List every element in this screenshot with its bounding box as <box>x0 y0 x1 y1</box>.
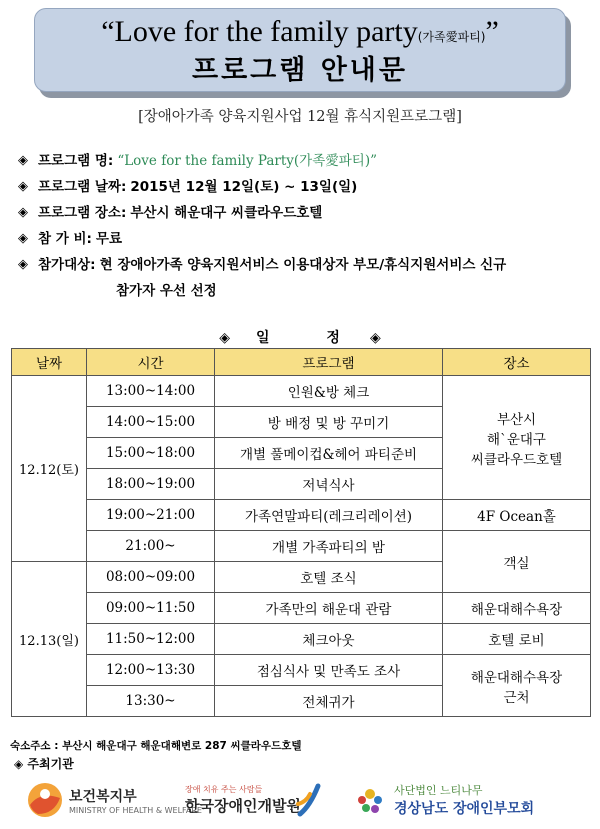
program-cell: 저녁식사 <box>215 469 443 500</box>
info-place-label: 프로그램 장소: <box>38 205 127 221</box>
time-cell: 13:00~14:00 <box>87 376 215 407</box>
info-place-row <box>18 200 593 226</box>
column-header-date: 날짜 <box>12 349 87 376</box>
diamond-bullet-icon: ◈ <box>18 179 28 194</box>
info-name-value: “Love for the family Party(가족愛파티)” <box>117 153 378 169</box>
place-hotel-line3: 씨클라우드호텔 <box>470 451 563 468</box>
diamond-bullet-icon: ◈ <box>18 153 28 168</box>
schedule-table <box>11 348 591 717</box>
ministry-english: MINISTRY OF HEALTH & WELFARE <box>69 805 202 815</box>
time-cell: 11:50~12:00 <box>87 624 215 655</box>
info-section <box>18 148 593 304</box>
institute-swoosh-icon <box>296 780 324 818</box>
association-name: 경상남도 장애인부모회 <box>394 801 535 817</box>
program-cell: 방 배정 및 방 꾸미기 <box>215 407 443 438</box>
title-box <box>34 8 566 92</box>
info-target-row <box>18 252 593 278</box>
time-cell: 19:00~21:00 <box>87 500 215 531</box>
program-cell: 호텔 조식 <box>215 562 443 593</box>
diamond-bullet-icon: ◈ <box>18 231 28 246</box>
hotel-address: 숙소주소 : 부산시 해운대구 해운대해변로 287 씨클라우드호텔 <box>10 740 302 752</box>
time-cell: 08:00~09:00 <box>87 562 215 593</box>
schedule-heading <box>0 327 600 347</box>
place-beach-near-line1: 해운대해수욕장 <box>470 669 563 686</box>
place-cell-ocean: 4F Ocean홀 <box>443 500 591 531</box>
ministry-emblem-icon <box>26 781 64 819</box>
info-name-row <box>18 148 593 174</box>
place-cell-beach-near <box>443 655 591 717</box>
info-fee-value: 무료 <box>95 231 123 247</box>
column-header-place: 장소 <box>443 349 591 376</box>
program-cell: 개별 풀메이컵&헤어 파티준비 <box>215 438 443 469</box>
program-cell: 전체귀가 <box>215 686 443 717</box>
logo-parents-association <box>352 778 534 822</box>
diamond-icon: ◈ <box>219 330 231 346</box>
place-beach-near-line2: 근처 <box>503 689 530 706</box>
association-prefix: 사단법인 느티나무 <box>394 784 483 797</box>
info-date-row <box>18 174 593 200</box>
logo-disability-institute <box>185 778 301 822</box>
place-cell-beach: 해운대해수욕장 <box>443 593 591 624</box>
program-cell: 체크아웃 <box>215 624 443 655</box>
column-header-time: 시간 <box>87 349 215 376</box>
title-close-quote: ” <box>485 15 499 48</box>
table-row <box>12 500 591 531</box>
institute-name: 한국장애인개발원 <box>185 797 301 815</box>
program-cell: 인원&방 체크 <box>215 376 443 407</box>
table-row <box>12 593 591 624</box>
title-korean: 프로그램 안내문 <box>192 55 408 86</box>
info-fee-row <box>18 226 593 252</box>
date-cell-day1: 12.12(토) <box>12 376 87 562</box>
ministry-name: 보건복지부 <box>69 788 137 805</box>
diamond-icon: ◈ <box>369 330 381 346</box>
diamond-bullet-icon: ◈ <box>18 257 28 272</box>
table-row <box>12 624 591 655</box>
program-cell: 개별 가족파티의 밤 <box>215 531 443 562</box>
title-english-main: “Love for the family party <box>101 15 418 48</box>
organizer-logos <box>0 778 600 826</box>
table-header-row <box>12 349 591 376</box>
logo-ministry <box>26 778 202 822</box>
time-cell: 12:00~13:30 <box>87 655 215 686</box>
info-date-label: 프로그램 날짜: <box>38 179 127 195</box>
place-cell-hotel <box>443 376 591 500</box>
date-cell-day2: 12.13(일) <box>12 562 87 717</box>
table-row <box>12 531 591 562</box>
info-target-label: 참가대상: <box>38 257 96 273</box>
info-target-continued: 참가자 우선 선정 <box>116 283 217 299</box>
time-cell: 18:00~19:00 <box>87 469 215 500</box>
info-date-value: 2015년 12월 12일(토) ~ 13일(일) <box>130 179 358 195</box>
column-header-program: 프로그램 <box>215 349 443 376</box>
time-cell: 09:00~11:50 <box>87 593 215 624</box>
time-cell: 14:00~15:00 <box>87 407 215 438</box>
place-hotel-line2: 해`운대구 <box>487 431 546 448</box>
time-cell: 13:30~ <box>87 686 215 717</box>
time-cell: 15:00~18:00 <box>87 438 215 469</box>
program-cell: 점심식사 및 만족도 조사 <box>215 655 443 686</box>
info-target-value: 현 장애아가족 양육지원서비스 이용대상자 부모/휴식지원서비스 신규 <box>99 257 507 273</box>
institute-slogan: 장애 치유 주는 사람들 <box>185 785 263 794</box>
info-place-value: 부산시 해운대구 씨클라우드호텔 <box>130 205 323 221</box>
table-row <box>12 376 591 407</box>
title-english <box>35 15 565 54</box>
organizer-heading: ◈ 주최기관 <box>14 757 74 771</box>
info-name-label: 프로그램 명: <box>38 153 114 169</box>
diamond-bullet-icon: ◈ <box>18 205 28 220</box>
tree-icon <box>352 782 388 818</box>
info-fee-label: 참 가 비: <box>38 231 92 247</box>
schedule-heading-text: 일 정 <box>256 330 366 346</box>
place-hotel-line1: 부산시 <box>496 411 537 428</box>
place-cell-room: 객실 <box>443 531 591 593</box>
time-cell: 21:00~ <box>87 531 215 562</box>
subtitle: [장애아가족 양육지원사업 12월 휴식지원프로그램] <box>138 109 462 125</box>
place-cell-lobby: 호텔 로비 <box>443 624 591 655</box>
table-row <box>12 655 591 686</box>
program-cell: 가족만의 해운대 관람 <box>215 593 443 624</box>
title-english-sub: (가족愛파티) <box>417 30 486 44</box>
program-cell: 가족연말파티(레크리레이션) <box>215 500 443 531</box>
